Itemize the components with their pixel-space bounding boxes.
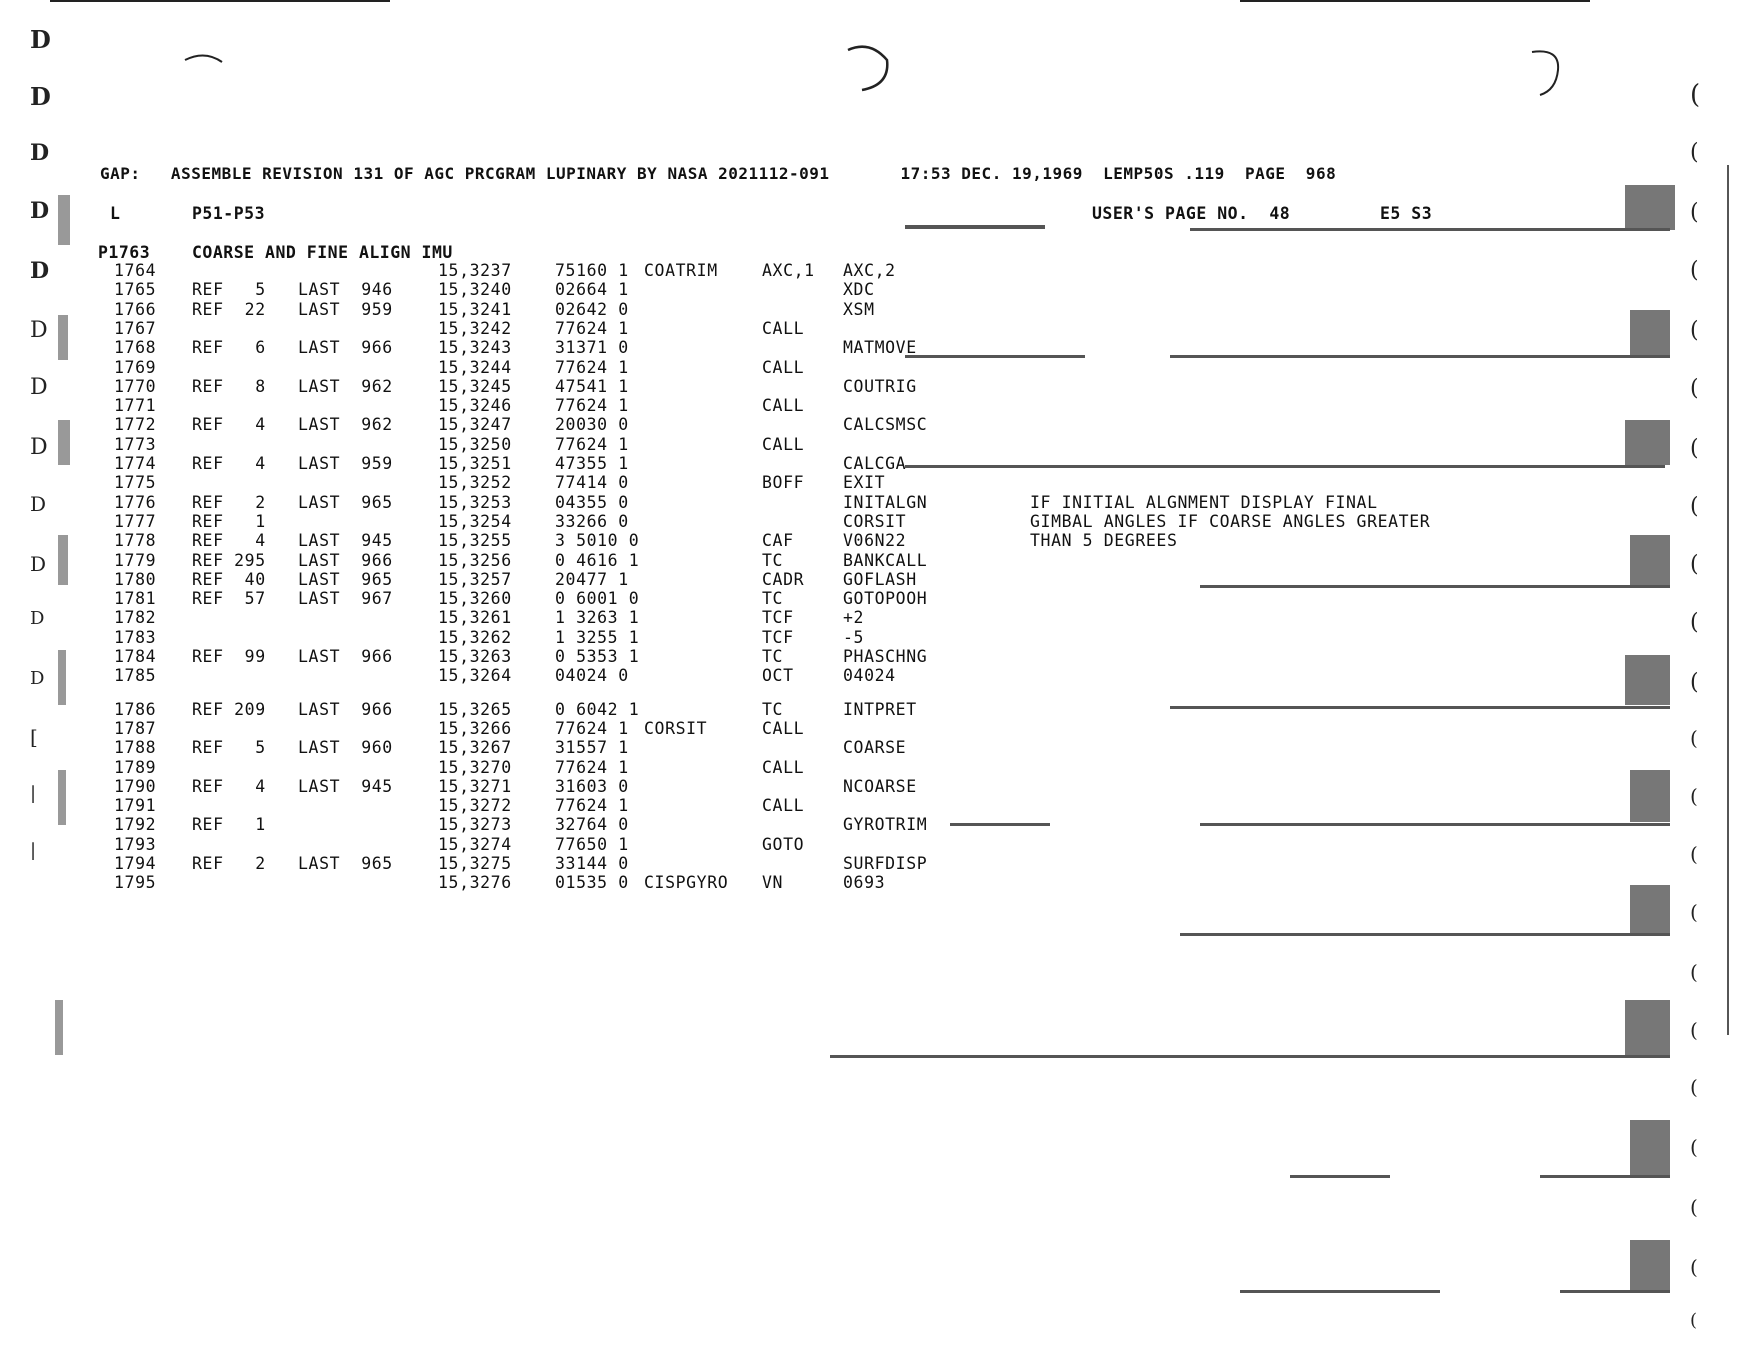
last-ref: LAST 959 [298, 299, 393, 319]
line-number: 1770 [114, 376, 157, 396]
listing-row [0, 700, 1740, 719]
operand: 04024 [843, 666, 896, 686]
octal-word: 77624 1 [555, 796, 629, 816]
operand: +2 [843, 608, 865, 628]
ref-count: REF 2 [192, 854, 266, 873]
last-ref: LAST 959 [298, 454, 393, 473]
listing-row [0, 300, 1740, 319]
listing-row [0, 493, 1740, 512]
octal-word: 77624 1 [555, 757, 629, 777]
address: 15,3246 [438, 396, 512, 416]
ref-count: REF 5 [192, 738, 266, 758]
operand: CALCSMSC [843, 415, 928, 435]
address: 15,3262 [438, 627, 512, 647]
ref-count: REF 6 [192, 338, 266, 358]
address: 15,3240 [438, 280, 512, 300]
operand: BANKCALL [843, 550, 928, 570]
last-ref: LAST 966 [298, 550, 393, 570]
octal-word: 77624 1 [555, 396, 629, 416]
line-number: 1780 [114, 569, 157, 589]
opcode: TC [762, 699, 784, 719]
listing-row [0, 854, 1740, 873]
listing-row [0, 589, 1740, 608]
operand: EXIT [843, 473, 886, 493]
line-number: 1766 [114, 299, 157, 319]
ref-count: REF 99 [192, 647, 266, 666]
octal-word: 75160 1 [555, 261, 629, 280]
opcode: CALL [762, 718, 805, 738]
address: 15,3274 [438, 834, 512, 854]
line-number: 1773 [114, 434, 157, 454]
last-ref: LAST 965 [298, 492, 393, 512]
last-ref: LAST 965 [298, 569, 393, 589]
opcode: CALL [762, 434, 805, 454]
ref-count: REF 1 [192, 815, 266, 835]
ref-count: REF 57 [192, 589, 266, 609]
line-number: 1787 [114, 718, 157, 738]
address: 15,3271 [438, 776, 512, 796]
octal-word: 77650 1 [555, 834, 629, 854]
operand: INITALGN [843, 492, 928, 512]
section-letter: L [110, 204, 121, 223]
opcode: AXC,1 [762, 261, 815, 280]
line-number: 1779 [114, 550, 157, 570]
listing-row [0, 358, 1740, 377]
line-number: 1765 [114, 280, 157, 300]
log-section: P51-P53 [192, 204, 266, 223]
opcode: CAF [762, 531, 794, 551]
address: 15,3251 [438, 454, 512, 473]
line-number: 1767 [114, 318, 157, 338]
listing-row [0, 454, 1740, 473]
line-number: 1789 [114, 757, 157, 777]
listing-row [0, 738, 1740, 757]
octal-word: 20030 0 [555, 415, 629, 435]
address: 15,3272 [438, 796, 512, 816]
symbol-label: CISPGYRO [644, 873, 729, 893]
ref-count: REF 4 [192, 531, 266, 551]
operand: GYROTRIM [843, 815, 928, 835]
address: 15,3266 [438, 718, 512, 738]
opcode: CALL [762, 757, 805, 777]
line-number: 1786 [114, 699, 157, 719]
address: 15,3276 [438, 873, 512, 893]
octal-word: 1 3263 1 [555, 608, 640, 628]
listing-row [0, 758, 1740, 777]
operand: COARSE [843, 738, 907, 758]
listing-row [0, 280, 1740, 299]
title-text: COARSE AND FINE ALIGN IMU [192, 243, 453, 262]
ref-count: REF 4 [192, 776, 266, 796]
ref-count: REF 4 [192, 454, 266, 473]
octal-word: 31557 1 [555, 738, 629, 758]
line-number: 1772 [114, 415, 157, 435]
octal-word: 01535 0 [555, 873, 629, 893]
comment: THAN 5 DEGREES [1030, 531, 1178, 551]
listing-row [0, 396, 1740, 415]
line-number: 1788 [114, 738, 157, 758]
ref-count: REF 295 [192, 550, 266, 570]
listing-row [0, 512, 1740, 531]
operand: NCOARSE [843, 776, 917, 796]
line-number: 1784 [114, 647, 157, 666]
listing-row [0, 666, 1740, 685]
opcode: CALL [762, 357, 805, 377]
last-ref: LAST 965 [298, 854, 393, 873]
listing-row [0, 435, 1740, 454]
opcode: CALL [762, 796, 805, 816]
opcode: GOTO [762, 834, 805, 854]
operand: GOFLASH [843, 569, 917, 589]
last-ref: LAST 945 [298, 776, 393, 796]
ref-count: REF 40 [192, 569, 266, 589]
address: 15,3260 [438, 589, 512, 609]
comment: GIMBAL ANGLES IF COARSE ANGLES GREATER [1030, 511, 1431, 531]
octal-word: 0 6042 1 [555, 699, 640, 719]
ref-count: REF 5 [192, 280, 266, 300]
opcode: TC [762, 550, 784, 570]
address: 15,3265 [438, 699, 512, 719]
listing-row [0, 796, 1740, 815]
line-number: 1790 [114, 776, 157, 796]
octal-word: 47355 1 [555, 454, 629, 473]
address: 15,3267 [438, 738, 512, 758]
address: 15,3247 [438, 415, 512, 435]
last-ref: LAST 966 [298, 338, 393, 358]
last-ref: LAST 946 [298, 280, 393, 300]
octal-word: 77414 0 [555, 473, 629, 493]
line-number: 1792 [114, 815, 157, 835]
last-ref: LAST 966 [298, 647, 393, 666]
listing-row [0, 338, 1740, 357]
line-number: 1768 [114, 338, 157, 358]
operand: CALCGA [843, 454, 907, 473]
listing-row [0, 377, 1740, 396]
ref-count: REF 4 [192, 415, 266, 435]
last-ref: LAST 962 [298, 376, 393, 396]
listing-row [0, 570, 1740, 589]
opcode: OCT [762, 666, 794, 686]
ref-count: REF 2 [192, 492, 266, 512]
octal-word: 0 5353 1 [555, 647, 640, 666]
line-number: 1769 [114, 357, 157, 377]
octal-word: 0 6001 0 [555, 589, 640, 609]
line-number: 1795 [114, 873, 157, 893]
address: 15,3270 [438, 757, 512, 777]
operand: MATMOVE [843, 338, 917, 358]
octal-word: 77624 1 [555, 318, 629, 338]
opcode: CADR [762, 569, 805, 589]
address: 15,3243 [438, 338, 512, 358]
line-number: 1764 [114, 261, 157, 280]
line-number: 1793 [114, 834, 157, 854]
last-ref: LAST 967 [298, 589, 393, 609]
address: 15,3245 [438, 376, 512, 396]
listing-row [0, 319, 1740, 338]
listing-row [0, 628, 1740, 647]
listing-row [0, 531, 1740, 550]
listing-row [0, 608, 1740, 627]
ref-count: REF 22 [192, 299, 266, 319]
operand: CORSIT [843, 511, 907, 531]
ref-count: REF 209 [192, 699, 266, 719]
octal-word: 3 5010 0 [555, 531, 640, 551]
operand: COUTRIG [843, 376, 917, 396]
opcode: CALL [762, 318, 805, 338]
operand: -5 [843, 627, 865, 647]
octal-word: 33266 0 [555, 511, 629, 531]
address: 15,3256 [438, 550, 512, 570]
line-number: 1781 [114, 589, 157, 609]
last-ref: LAST 966 [298, 699, 393, 719]
operand: PHASCHNG [843, 647, 928, 666]
last-ref: LAST 945 [298, 531, 393, 551]
listing-row [0, 261, 1740, 280]
ref-count: REF 8 [192, 376, 266, 396]
listing-header: GAP: ASSEMBLE REVISION 131 OF AGC PRCGRAM LUPINARY BY NASA 2021112-091 17:53 DEC. 19,1969 LEMP50S .119 PAGE 968 [100, 164, 1337, 183]
octal-word: 02642 0 [555, 299, 629, 319]
page-code: E5 S3 [1380, 204, 1433, 223]
line-number: 1785 [114, 666, 157, 686]
operand: XDC [843, 280, 875, 300]
line-number: 1776 [114, 492, 157, 512]
address: 15,3241 [438, 299, 512, 319]
line-number: 1794 [114, 854, 157, 873]
last-ref: LAST 960 [298, 738, 393, 758]
line-number: 1771 [114, 396, 157, 416]
line-number: 1782 [114, 608, 157, 628]
symbol-label: COATRIM [644, 261, 718, 280]
listing-row [0, 551, 1740, 570]
opcode: TC [762, 589, 784, 609]
line-number: 1778 [114, 531, 157, 551]
opcode: VN [762, 873, 784, 893]
address: 15,3252 [438, 473, 512, 493]
opcode: BOFF [762, 473, 805, 493]
address: 15,3257 [438, 569, 512, 589]
octal-word: 31371 0 [555, 338, 629, 358]
listing-row [0, 473, 1740, 492]
address: 15,3237 [438, 261, 512, 280]
operand: INTPRET [843, 699, 917, 719]
ref-count: REF 1 [192, 511, 266, 531]
listing-row [0, 415, 1740, 434]
octal-word: 47541 1 [555, 376, 629, 396]
address: 15,3263 [438, 647, 512, 666]
listing-row [0, 835, 1740, 854]
opcode: TC [762, 647, 784, 666]
octal-word: 0 4616 1 [555, 550, 640, 570]
address: 15,3244 [438, 357, 512, 377]
listing-row [0, 647, 1740, 666]
operand: 0693 [843, 873, 886, 893]
address: 15,3242 [438, 318, 512, 338]
operand: GOTOPOOH [843, 589, 928, 609]
octal-word: 77624 1 [555, 718, 629, 738]
line-number: 1783 [114, 627, 157, 647]
address: 15,3250 [438, 434, 512, 454]
listing-row [0, 777, 1740, 796]
octal-word: 02664 1 [555, 280, 629, 300]
address: 15,3254 [438, 511, 512, 531]
listing-row [0, 719, 1740, 738]
operand: XSM [843, 299, 875, 319]
octal-word: 20477 1 [555, 569, 629, 589]
address: 15,3255 [438, 531, 512, 551]
symbol-label: CORSIT [644, 718, 708, 738]
opcode: TCF [762, 627, 794, 647]
operand: AXC,2 [843, 261, 896, 280]
octal-word: 77624 1 [555, 434, 629, 454]
title-seq: P1763 [98, 243, 151, 262]
octal-word: 31603 0 [555, 776, 629, 796]
comment: IF INITIAL ALGNMENT DISPLAY FINAL [1030, 492, 1378, 512]
line-number: 1777 [114, 511, 157, 531]
address: 15,3264 [438, 666, 512, 686]
operand: SURFDISP [843, 854, 928, 873]
users-page-number: USER'S PAGE NO. 48 [1092, 204, 1291, 223]
address: 15,3273 [438, 815, 512, 835]
octal-word: 1 3255 1 [555, 627, 640, 647]
listing-row [0, 873, 1740, 892]
address: 15,3253 [438, 492, 512, 512]
address: 15,3261 [438, 608, 512, 628]
line-number: 1774 [114, 454, 157, 473]
operand: V06N22 [843, 531, 907, 551]
octal-word: 32764 0 [555, 815, 629, 835]
octal-word: 33144 0 [555, 854, 629, 873]
listing-row [0, 815, 1740, 834]
line-number: 1791 [114, 796, 157, 816]
address: 15,3275 [438, 854, 512, 873]
line-number: 1775 [114, 473, 157, 493]
octal-word: 77624 1 [555, 357, 629, 377]
opcode: CALL [762, 396, 805, 416]
opcode: TCF [762, 608, 794, 628]
octal-word: 04355 0 [555, 492, 629, 512]
last-ref: LAST 962 [298, 415, 393, 435]
octal-word: 04024 0 [555, 666, 629, 686]
